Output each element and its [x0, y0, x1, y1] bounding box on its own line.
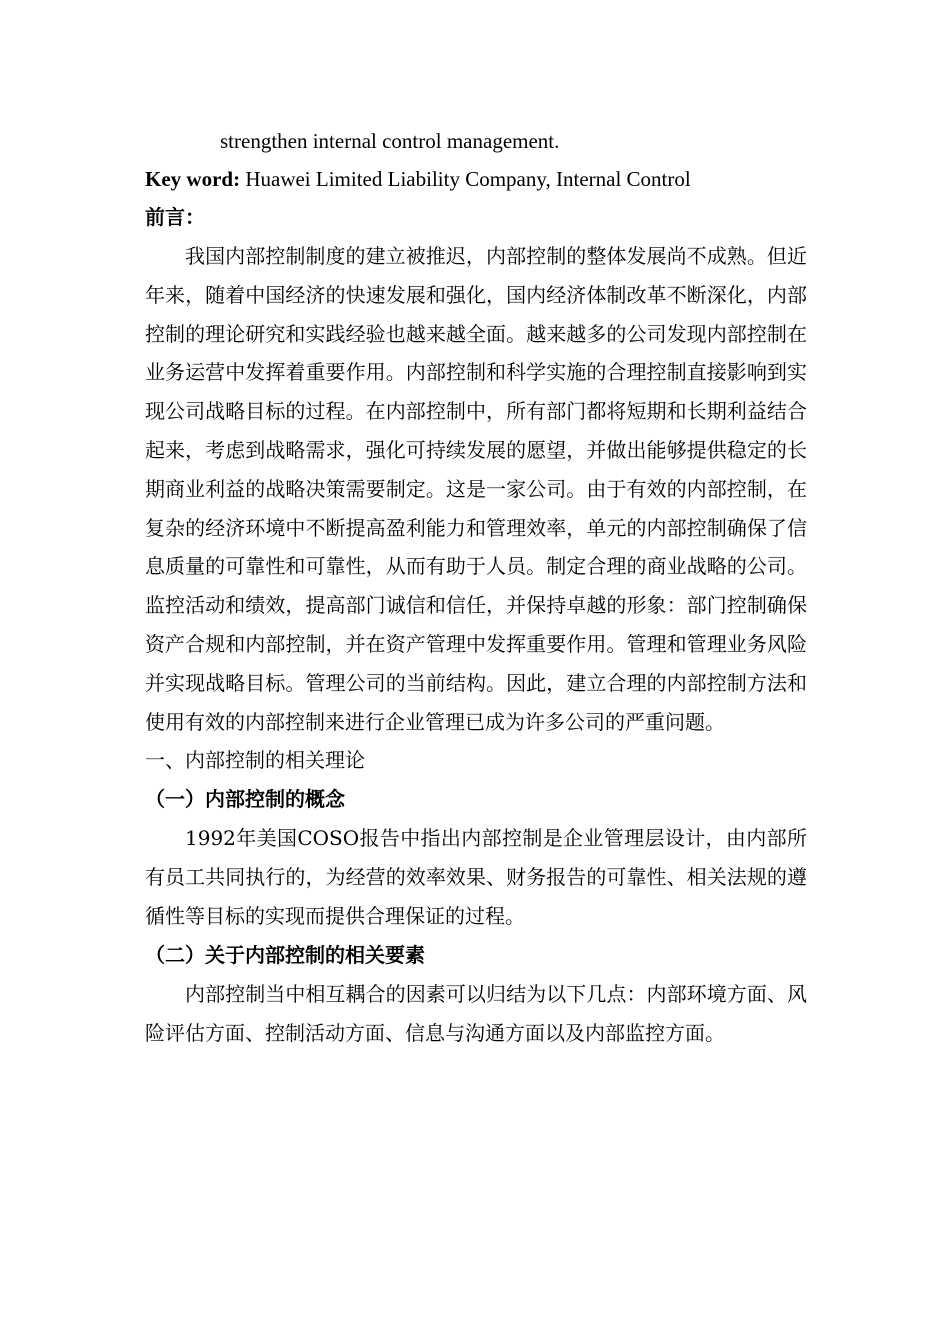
keywords-line: [145, 160, 807, 198]
keywords-text: Huawei Limited Liability Company, Internal Control: [240, 167, 691, 191]
section-1-heading: 一、内部控制的相关理论: [145, 748, 365, 773]
section-1-2-paragraph: 内部控制当中相互耦合的因素可以归结为以下几点：内部环境方面、风险评估方面、控制活动方面、信息与沟通方面以及内部监控方面。: [145, 981, 807, 1045]
abstract-tail-line: [145, 122, 807, 160]
section-1-1-heading: （一）内部控制的概念: [145, 787, 345, 812]
section-1-2-heading: （二）关于内部控制的相关要素: [145, 942, 425, 967]
preface-paragraph: 我国内部控制制度的建立被推迟，内部控制的整体发展尚不成熟。但近年来，随着中国经济的快速发展和强化，国内经济体制改革不断深化，内部控制的理论研究和实践经验也越来越全面。越来越多的公司发现内部控制在业务运营中发挥着重要作用。内部控制和科学实施的合理控制直接影响到实现公司战略目标的过程。在内部控制中，所有部门都将短期和长期利益结合起来，考虑到战略需求，强化可持续发展的愿望，并做出能够提供稳定的长期商业利益的战略决策需要制定。这是一家公司。由于有效的内部控制，在复杂的经济环境中不断提高盈利能力和管理效率，单元的内部控制确保了信息质量的可靠性和可靠性，从而有助于人员。制定合理的商业战略的公司。监控活动和绩效，提高部门诚信和信任，并保持卓越的形象：部门控制确保资产合规和内部控制，并在资产管理中发挥重要作用。管理和管理业务风险并实现战略目标。管理公司的当前结构。因此，建立合理的内部控制方法和使用有效的内部控制来进行企业管理已成为许多公司的严重问题。: [145, 244, 807, 734]
abstract-tail-text: strengthen internal control management.: [220, 129, 560, 153]
section-1-1-paragraph: 1992年美国COSO报告中指出内部控制是企业管理层设计，由内部所有员工共同执行的，为经营的效率效果、财务报告的可靠性、相关法规的遵循性等目标的实现而提供合理保证的过程。: [145, 826, 807, 928]
preface-heading: 前言：: [145, 205, 205, 229]
keywords-label: Key word:: [145, 167, 241, 191]
document-body: [145, 122, 807, 1052]
